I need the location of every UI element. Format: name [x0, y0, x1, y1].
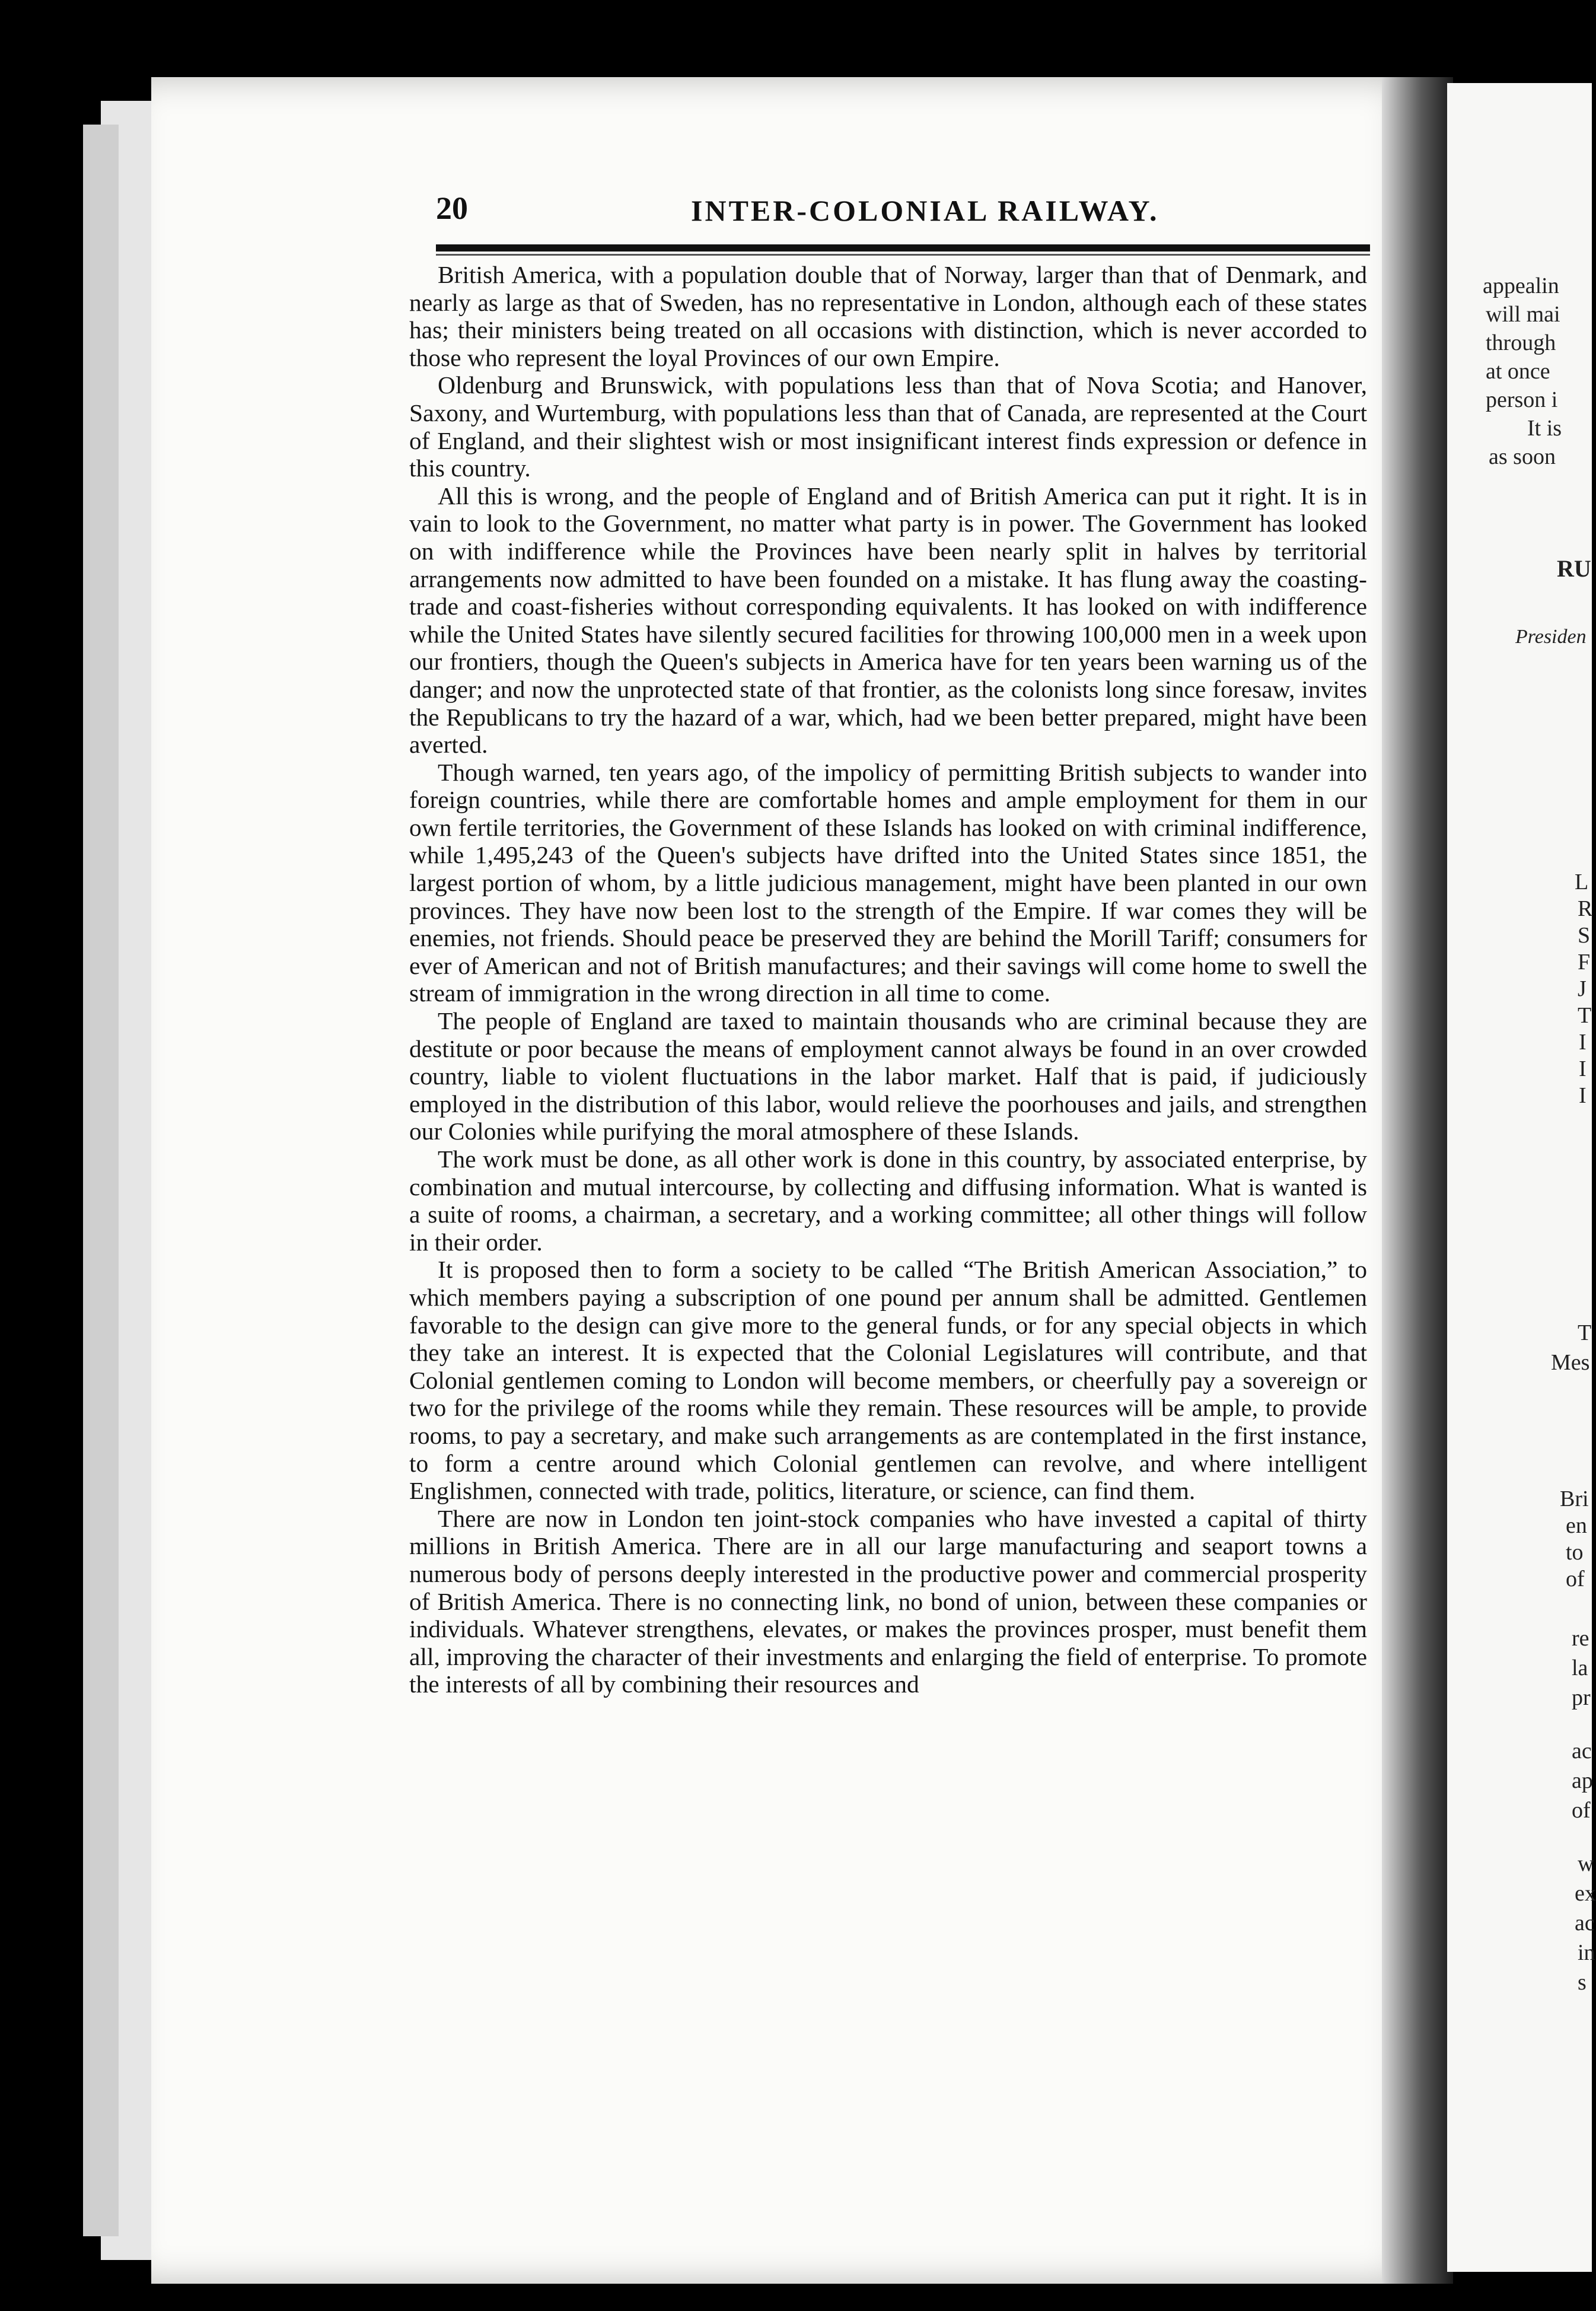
facing-fragment: ap	[1572, 1768, 1593, 1793]
page-number: 20	[436, 190, 468, 226]
facing-fragment: R	[1578, 896, 1593, 921]
facing-fragment: of	[1572, 1798, 1591, 1823]
facing-fragment: en	[1566, 1513, 1587, 1538]
paragraph: The work must be done, as all other work is done in this country, by associated enterprise, by combination and mutual intercourse, by collecting and diffusing information. What is wanted is a suite of rooms, a chairman, a secretary, and a working committee; all other things will follow in their order.	[409, 1145, 1367, 1256]
facing-fragment: I	[1579, 1030, 1587, 1055]
facing-fragment: T	[1578, 1003, 1592, 1028]
facing-fragment: I	[1579, 1083, 1587, 1108]
facing-fragment: F	[1578, 950, 1591, 975]
facing-fragment: RU	[1557, 555, 1591, 582]
facing-fragment: ac	[1575, 1911, 1595, 1936]
facing-fragment: person i	[1486, 387, 1558, 412]
facing-fragment: la	[1572, 1656, 1588, 1680]
paragraph: All this is wrong, and the people of England and of British America can put it right. It is in vain to look to the Government, no matter what party is in power. The Government has looked on with indifference while the Provinces have been nearly split in halves by territorial arrangements now admitted to have been founded on a mistake. It has flung away the coasting-trade and coast-fisheries without corresponding equivalents. It has looked on with indifference while the United States have silently secured facilities for throwing 100,000 men in a week upon our frontiers, though the Queen's subjects in America have for ten years been warning us of the danger; and now the unprotected state of that frontier, as the colonists long since foresaw, invites the Republicans to try the hazard of a war, which, had we been better prepared, might have been averted.	[409, 482, 1367, 759]
facing-fragment: ex	[1575, 1881, 1596, 1906]
facing-fragment: L	[1575, 870, 1589, 895]
facing-fragment: at once	[1486, 359, 1550, 384]
facing-fragment: J	[1578, 976, 1587, 1001]
paragraph: It is proposed then to form a society to be called “The British American Association,” to which members paying a subscription of one pound per annum shall be admitted. Gentlemen favorable to the design can give more to the general funds, or for any special objects in which they take an interest. It is expected that the Colonial Legislatures will contribute, and that Colonial gentlemen coming to London will become members, or cheerfully pay a sovereign or two for the privilege of the rooms while they remain. These resources will be ample, to provide rooms, to pay a secretary, and make such arrangements as are contemplated in the first instance, to form a centre around which Colonial gentlemen can revolve, and where intelligent Englishmen, connected with trade, politics, literature, or science, can find them.	[409, 1256, 1367, 1505]
header-rule	[436, 244, 1370, 252]
facing-fragment: I	[1579, 1056, 1587, 1081]
page-header	[436, 190, 1373, 231]
facing-fragment: of	[1566, 1567, 1585, 1591]
paragraph: There are now in London ten joint-stock companies who have invested a capital of thirty millions in British America. There are in all our large manufacturing and seaport towns a numerous body of persons deeply interested in the productive power and commercial prosperity of British America. There is no connecting link, no bond of union, between these companies or individuals. Whatever strengthens, elevates, or makes the provinces prosper, must benefit them all, improving the character of their investments and enlarging the field of enterprise. To promote the interests of all by combining their resources and	[409, 1504, 1367, 1698]
paragraph: Oldenburg and Brunswick, with populations less than that of Nova Scotia; and Hanover, Saxony, and Wurtemburg, with populations less than that of Canada, are represented at the Court of England, and their slightest wish or most insignificant interest finds expression or defence in this country.	[409, 371, 1367, 482]
paragraph: British America, with a population double that of Norway, larger than that of Denmark, and nearly as large as that of Sweden, has no representative in London, although each of these states has; their ministers being treated on all occasions with distinction, which is never accorded to those who represent the loyal Provinces of our own Empire.	[409, 261, 1367, 371]
facing-fragment: re	[1572, 1626, 1589, 1651]
facing-fragment: ac	[1572, 1739, 1592, 1764]
facing-fragment: in	[1578, 1940, 1595, 1965]
paragraph: Though warned, ten years ago, of the impolicy of permitting British subjects to wander into foreign countries, while there are comfortable homes and ample employment for them in our own fertile territories, the Government of these Islands has looked on with criminal indifference, while 1,495,243 of the Queen's subjects have drifted into the United States since 1851, the largest portion of whom, by a little judicious management, might have been planted in our own provinces. They have now been lost to the strength of the Empire. If war comes they will be enemies, not friends. Should peace be preserved they are behind the Morill Tariff; consumers for ever of American and not of British manufactures; and their savings will come home to swell the stream of immigration in the wrong direction in all time to come.	[409, 758, 1367, 1007]
facing-fragment: through	[1486, 330, 1556, 355]
facing-fragment: S	[1578, 923, 1591, 948]
page-gutter	[1382, 77, 1453, 2284]
facing-fragment: appealin	[1483, 273, 1559, 298]
facing-fragment: will mai	[1486, 302, 1560, 327]
facing-fragment: Presiden	[1515, 626, 1587, 648]
body-text	[409, 261, 1367, 1698]
book-edge-shadow	[83, 125, 119, 2236]
paragraph: The people of England are taxed to maintain thousands who are criminal because they are destitute or poor because the means of employment cannot always be found in an over crowded country, liable to violent fluctuations in the labor market. Half that is paid, if judiciously employed in the distribution of this labor, would relieve the poorhouses and jails, and strengthen our Colonies while purifying the moral atmosphere of these Islands.	[409, 1007, 1367, 1145]
facing-fragment: Mes	[1551, 1350, 1590, 1375]
facing-fragment: w	[1578, 1851, 1594, 1876]
facing-fragment: Bri	[1560, 1486, 1589, 1511]
facing-fragment: pr	[1572, 1685, 1591, 1710]
facing-fragment: It is	[1527, 416, 1562, 441]
facing-fragment: T	[1578, 1320, 1592, 1345]
header-rule-thin	[436, 254, 1370, 256]
facing-fragment: to	[1566, 1540, 1584, 1565]
facing-fragment: as soon	[1489, 444, 1556, 469]
running-title: INTER-COLONIAL RAILWAY.	[691, 194, 1159, 227]
facing-fragment: s	[1578, 1970, 1587, 1995]
